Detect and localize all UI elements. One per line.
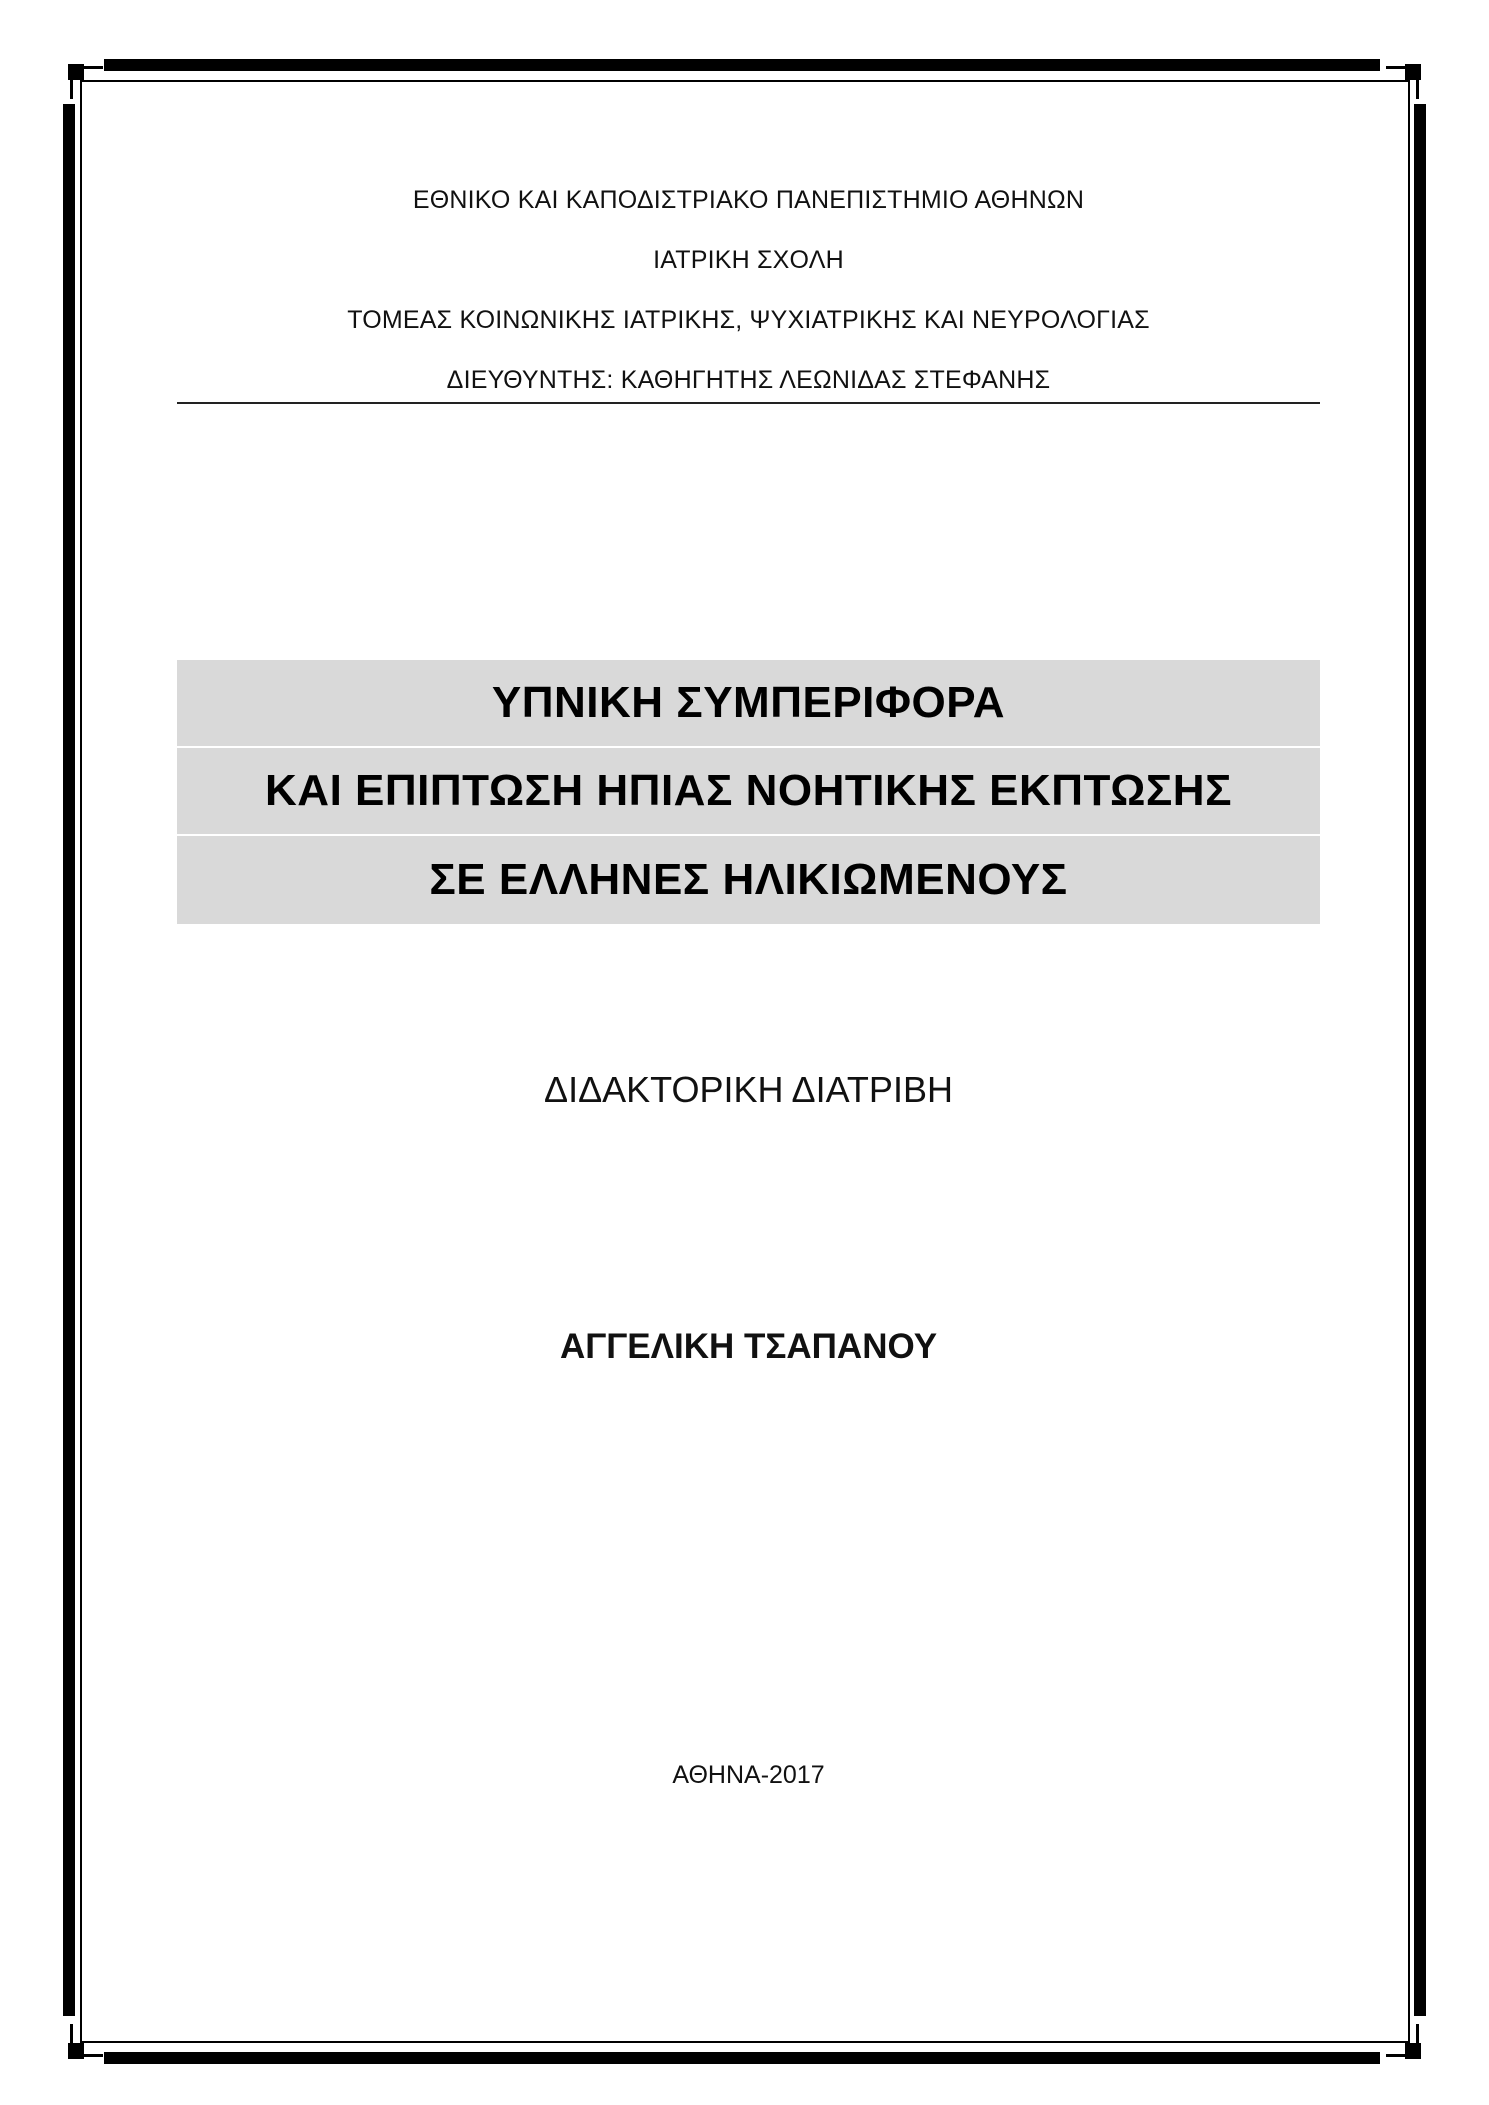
university-name: ΕΘΝΙΚΟ ΚΑΙ ΚΑΠΟΔΙΣΤΡΙΑΚΟ ΠΑΝΕΠΙΣΤΗΜΙΟ ΑΘΗΝΩΝ: [412, 186, 1085, 214]
frame-left-bar: [63, 104, 75, 2016]
frame-corner-bottom-right: [1405, 2043, 1421, 2059]
frame-corner-top-right: [1405, 64, 1421, 80]
frame-top-bar: [104, 59, 1380, 71]
director-line: ΔΙΕΥΘΥΝΤΗΣ: ΚΑΘΗΓΗΤΗΣ ΛΕΩΝΙΔΑΣ ΣΤΕΦΑΝΗΣ: [446, 366, 1051, 394]
thesis-type: ΔΙΔΑΚΤΟΡΙΚΗ ΔΙΑΤΡΙΒΗ: [544, 1069, 953, 1110]
header-divider: [177, 402, 1320, 404]
frame-bottom-bar: [104, 2052, 1380, 2064]
department-name: ΤΟΜΕΑΣ ΚΟΙΝΩΝΙΚΗΣ ΙΑΤΡΙΚΗΣ, ΨΥΧΙΑΤΡΙΚΗΣ ΚΑΙ ΝΕΥΡΟΛΟΓΙΑΣ: [347, 306, 1150, 334]
frame-corner-top-left: [68, 64, 84, 80]
school-name: ΙΑΤΡΙΚΗ ΣΧΟΛΗ: [653, 246, 844, 274]
frame-top-line: [80, 80, 1410, 82]
frame-right-bar: [1414, 104, 1426, 2016]
title-line-1: ΥΠΝΙΚΗ ΣΥΜΠΕΡΙΦΟΡΑ: [177, 660, 1320, 746]
frame-bottom-line: [80, 2041, 1410, 2043]
author-name: ΑΓΓΕΛΙΚΗ ΤΣΑΠΑΝΟΥ: [559, 1327, 938, 1366]
title-line-3: ΣΕ ΕΛΛΗΝΕΣ ΗΛΙΚΙΩΜΕΝΟΥΣ: [177, 836, 1320, 924]
thesis-title: [177, 660, 1320, 924]
frame-left-line: [80, 80, 82, 2043]
place-year: ΑΘΗΝΑ-2017: [672, 1761, 825, 1789]
frame-right-line: [1408, 80, 1410, 2043]
title-line-2: ΚΑΙ ΕΠΙΠΤΩΣΗ ΗΠΙΑΣ ΝΟΗΤΙΚΗΣ ΕΚΠΤΩΣΗΣ: [177, 748, 1320, 834]
frame-corner-bottom-left: [68, 2043, 84, 2059]
